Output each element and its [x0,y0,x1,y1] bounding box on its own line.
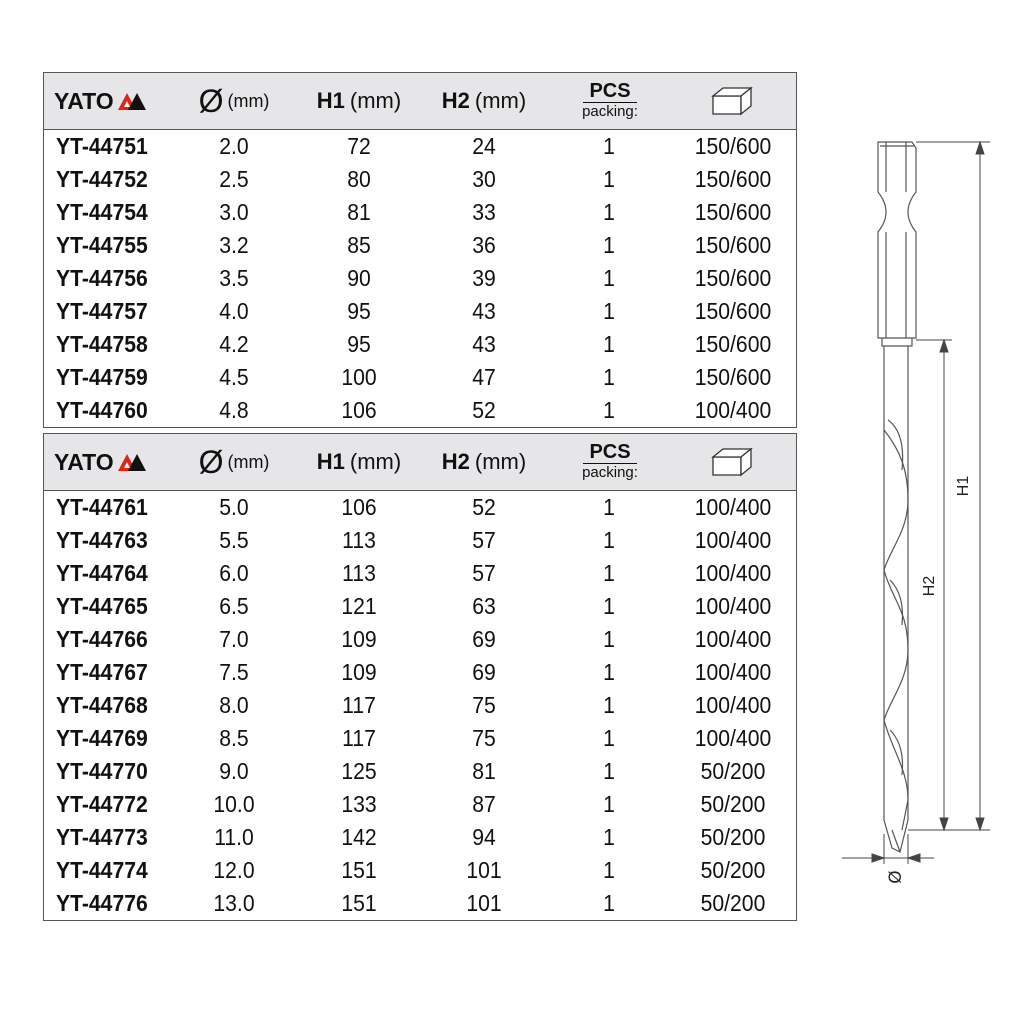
packing-label: packing: [582,103,638,120]
packing-value: 100/400 [694,692,772,718]
diameter-value: 3.2 [219,232,249,258]
h1-value: 106 [341,494,377,520]
packing-value: 50/200 [700,758,766,784]
product-code: YT-44766 [56,626,148,652]
diameter-value: 4.8 [219,397,249,423]
h2-value: 63 [472,593,496,619]
product-code: YT-44770 [56,758,148,784]
spec-table-2 [43,433,797,921]
diameter-value: 5.5 [219,527,249,553]
packing-value: 150/600 [694,265,772,291]
h1-value: 72 [347,133,371,159]
h2-label: H2 [441,88,470,113]
h1-unit: (mm) [349,88,402,113]
table-row [44,130,796,163]
h1-value: 95 [347,331,371,357]
h2-header [429,434,539,490]
product-code: YT-44752 [56,166,148,192]
pcs-value: 1 [603,560,615,586]
table-row [44,887,796,920]
table-row [44,854,796,887]
pcs-value: 1 [603,527,615,553]
pcs-header [572,73,648,129]
packing-value: 50/200 [700,791,766,817]
diameter-value: 7.5 [219,659,249,685]
pcs-value: 1 [603,166,615,192]
h1-value: 90 [347,265,371,291]
pcs-value: 1 [603,890,615,916]
diameter-unit: (mm) [227,90,270,111]
diameter-value: 13.0 [213,890,255,916]
h2-value: 75 [472,725,496,751]
h2-unit: (mm) [474,88,527,113]
table-row [44,394,796,427]
packing-value: 100/400 [694,494,772,520]
diameter-value: 4.2 [219,331,249,357]
packing-value: 100/400 [694,725,772,751]
table-row [44,689,796,722]
h2-value: 69 [472,626,496,652]
packing-value: 150/600 [694,133,772,159]
diameter-value: 7.0 [219,626,249,652]
table-row [44,163,796,196]
table-row [44,524,796,557]
packing-value: 150/600 [694,331,772,357]
brand-logo [54,434,162,490]
h1-value: 95 [347,298,371,324]
h1-dimension-label: H1 [955,475,972,497]
h2-value: 47 [472,364,496,390]
warning-triangle-icon [117,91,147,111]
diameter-header [184,434,284,490]
pcs-header [572,434,648,490]
h2-value: 43 [472,298,496,324]
h2-dimension-label: H2 [921,575,938,597]
packing-value: 100/400 [694,560,772,586]
table-row [44,821,796,854]
h1-value: 109 [341,626,377,652]
packing-value: 100/400 [694,397,772,423]
h1-value: 121 [341,593,377,619]
h1-value: 85 [347,232,371,258]
carton-box-icon [711,447,755,477]
diameter-value: 12.0 [213,857,255,883]
packing-value: 150/600 [694,364,772,390]
warning-triangle-icon [117,452,147,472]
h1-value: 125 [341,758,377,784]
diameter-value: 4.0 [219,298,249,324]
product-code: YT-44754 [56,199,148,225]
packing-value: 100/400 [694,659,772,685]
pcs-value: 1 [603,758,615,784]
diameter-value: 2.5 [219,166,249,192]
pcs-label: PCS [583,442,636,464]
h2-value: 24 [472,133,496,159]
packing-value: 150/600 [694,166,772,192]
diameter-value: 3.0 [219,199,249,225]
h2-value: 43 [472,331,496,357]
brand-name: YATO [54,448,114,475]
pcs-value: 1 [603,494,615,520]
diameter-value: 11.0 [214,824,254,850]
table-row [44,361,796,394]
product-code: YT-44767 [56,659,148,685]
h1-value: 100 [341,364,377,390]
table-row [44,788,796,821]
product-code: YT-44768 [56,692,148,718]
pcs-value: 1 [603,364,615,390]
packing-value: 100/400 [694,527,772,553]
packing-label: packing: [582,464,638,481]
diameter-value: 6.0 [219,560,249,586]
h1-unit: (mm) [349,449,402,474]
diameter-value: 4.5 [219,364,249,390]
diameter-value: 3.5 [219,265,249,291]
packing-value: 50/200 [700,857,766,883]
h1-value: 113 [342,527,376,553]
pcs-value: 1 [603,397,615,423]
h1-label: H1 [316,88,345,113]
diameter-value: 9.0 [219,758,249,784]
table-row [44,328,796,361]
diameter-value: 6.5 [219,593,249,619]
table-row [44,656,796,689]
h2-value: 101 [466,890,502,916]
packing-value: 150/600 [694,199,772,225]
drill-bit-drawing [830,130,1000,890]
table-row [44,623,796,656]
pcs-value: 1 [603,265,615,291]
carton-header [706,73,760,129]
pcs-value: 1 [603,692,615,718]
h2-value: 101 [466,857,502,883]
h1-value: 142 [341,824,377,850]
brand-logo [54,73,162,129]
h2-value: 75 [472,692,496,718]
packing-value: 50/200 [700,824,766,850]
product-code: YT-44776 [56,890,148,916]
h2-unit: (mm) [474,449,527,474]
h1-value: 151 [341,857,377,883]
h1-label: H1 [316,449,345,474]
h2-value: 81 [472,758,496,784]
product-code: YT-44758 [56,331,148,357]
pcs-value: 1 [603,626,615,652]
product-code: YT-44773 [56,824,148,850]
diameter-value: 2.0 [219,133,249,159]
h2-value: 33 [472,199,496,225]
h1-value: 151 [341,890,377,916]
h1-value: 81 [347,199,371,225]
product-code: YT-44757 [56,298,148,324]
table-header [44,73,796,130]
h2-header [429,73,539,129]
product-code: YT-44760 [56,397,148,423]
product-code: YT-44761 [56,494,148,520]
pcs-value: 1 [603,232,615,258]
table-header [44,434,796,491]
table-row [44,722,796,755]
packing-value: 100/400 [694,626,772,652]
pcs-value: 1 [603,725,615,751]
h2-label: H2 [441,449,470,474]
h1-header [304,73,414,129]
packing-value: 50/200 [700,890,766,916]
diameter-unit: (mm) [227,451,270,472]
h2-value: 36 [472,232,496,258]
diameter-value: 8.5 [219,725,249,751]
h2-value: 69 [472,659,496,685]
packing-value: 150/600 [694,232,772,258]
table-body [44,130,796,427]
h1-value: 133 [341,791,377,817]
h1-value: 109 [341,659,377,685]
product-code: YT-44759 [56,364,148,390]
product-code: YT-44751 [56,133,148,159]
h1-header [304,434,414,490]
table-row [44,295,796,328]
h1-value: 113 [342,560,376,586]
h1-value: 117 [342,692,376,718]
h2-value: 57 [472,560,496,586]
diameter-symbol: Ø [198,444,224,480]
pcs-value: 1 [603,298,615,324]
pcs-value: 1 [603,791,615,817]
diameter-value: 10.0 [213,791,255,817]
table-row [44,755,796,788]
pcs-value: 1 [603,331,615,357]
table-row [44,229,796,262]
table-row [44,196,796,229]
pcs-value: 1 [603,659,615,685]
pcs-value: 1 [603,199,615,225]
table-row [44,590,796,623]
product-code: YT-44763 [56,527,148,553]
h2-value: 39 [472,265,496,291]
product-code: YT-44756 [56,265,148,291]
carton-header [706,434,760,490]
table-row [44,491,796,524]
h1-value: 117 [342,725,376,751]
diameter-dimension-label: Ø [886,870,906,884]
brand-name: YATO [54,87,114,114]
table-row [44,557,796,590]
product-code: YT-44765 [56,593,148,619]
table-body [44,491,796,920]
h2-value: 52 [472,397,496,423]
diameter-value: 8.0 [219,692,249,718]
h2-value: 94 [472,824,496,850]
product-code: YT-44755 [56,232,148,258]
pcs-value: 1 [603,824,615,850]
table-row [44,262,796,295]
h2-value: 87 [472,791,496,817]
h2-value: 57 [472,527,496,553]
spec-table-1 [43,72,797,428]
product-code: YT-44769 [56,725,148,751]
h2-value: 30 [472,166,496,192]
h2-value: 52 [472,494,496,520]
carton-box-icon [711,86,755,116]
packing-value: 100/400 [694,593,772,619]
h1-value: 106 [341,397,377,423]
product-code: YT-44772 [56,791,148,817]
h1-value: 80 [347,166,371,192]
pcs-value: 1 [603,133,615,159]
pcs-value: 1 [603,593,615,619]
packing-value: 150/600 [694,298,772,324]
product-code: YT-44764 [56,560,148,586]
diameter-value: 5.0 [219,494,249,520]
pcs-value: 1 [603,857,615,883]
product-code: YT-44774 [56,857,148,883]
diameter-symbol: Ø [198,83,224,119]
pcs-label: PCS [583,81,636,103]
diameter-header [184,73,284,129]
